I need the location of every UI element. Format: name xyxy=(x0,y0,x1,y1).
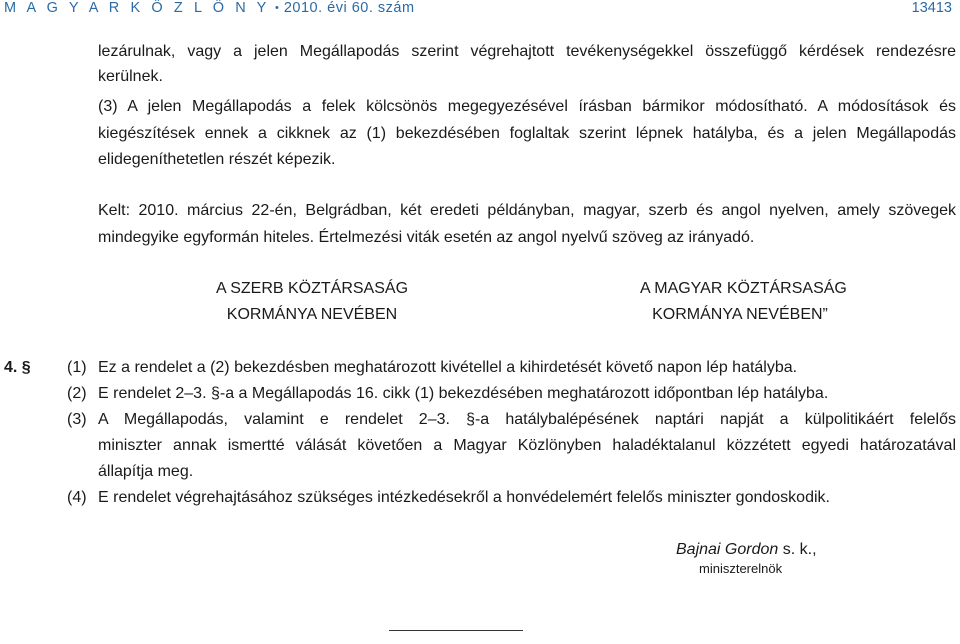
item-text: Ez a rendelet a (2) bekezdésben meghatározott kivétellel a kihirdetését követő napon lép hatályba. xyxy=(98,359,798,376)
journal-title: M A G Y A R K Ö Z L Ö N Y xyxy=(4,0,270,16)
paragraph-line: kiegészítések ennek a cikknek az (1) bekezdésében foglaltak szerint lépnek hatályba, és a jelen Megállapodás xyxy=(98,125,956,142)
signature-right-title: A MAGYAR KÖZTÁRSASÁG xyxy=(640,280,847,297)
paragraph-line: lezárulnak, vagy a jelen Megállapodás szerint végrehajtott tevékenységekkel összefüggő kérdések rendezésre xyxy=(98,43,956,60)
item-text: miniszter annak ismertté válását követően a Magyar Közlönyben haladéktalanul közzétett egyedi határozatával xyxy=(98,437,956,454)
signature-left-subtitle: KORMÁNYA NEVÉBEN xyxy=(226,306,398,323)
journal-header xyxy=(4,0,415,16)
dated-line: Kelt: 2010. március 22-én, Belgrádban, két eredeti példányban, magyar, szerb és angol nyelven, amely szövegek xyxy=(98,202,956,219)
paragraph-line: kerülnek. xyxy=(98,68,163,85)
item-text: E rendelet végrehajtásához szükséges intézkedésekről a honvédelemért felelős miniszter gondoskodik. xyxy=(98,489,830,506)
signatory-name: Bajnai Gordon xyxy=(676,541,779,558)
signatory-suffix: s. k., xyxy=(778,541,817,558)
item-number: (4) xyxy=(67,489,87,506)
paragraph-line: (3) A jelen Megállapodás a felek kölcsönös megegyezésével írásban bármikor módosítható. A módosítások és xyxy=(98,98,956,115)
item-text: állapítja meg. xyxy=(98,463,194,480)
item-number: (1) xyxy=(67,359,87,376)
item-number: (2) xyxy=(67,385,87,402)
footer-divider xyxy=(389,630,523,631)
signature-left-title: A SZERB KÖZTÁRSASÁG xyxy=(215,280,409,297)
signatory-role: miniszterelnök xyxy=(699,561,783,576)
signature-right-subtitle: KORMÁNYA NEVÉBEN” xyxy=(652,306,828,323)
paragraph-line: elidegeníthetetlen részét képezik. xyxy=(98,151,336,168)
item-text: A Megállapodás, valamint e rendelet 2–3. §-a hatálybalépésének naptári napját a külpolitikáért felelős xyxy=(98,411,956,428)
section-label: 4. § xyxy=(4,359,31,376)
item-number: (3) xyxy=(67,411,87,428)
page-number: 13413 xyxy=(911,0,952,16)
journal-issue: 2010. évi 60. szám xyxy=(283,0,415,16)
header-bullet: • xyxy=(274,2,279,14)
item-text: E rendelet 2–3. §-a a Megállapodás 16. cikk (1) bekezdésében meghatározott időpontban lép hatályba. xyxy=(98,385,829,402)
dated-line: mindegyike egyformán hiteles. Értelmezési viták esetén az angol nyelvű szöveg az irányadó. xyxy=(98,229,755,246)
